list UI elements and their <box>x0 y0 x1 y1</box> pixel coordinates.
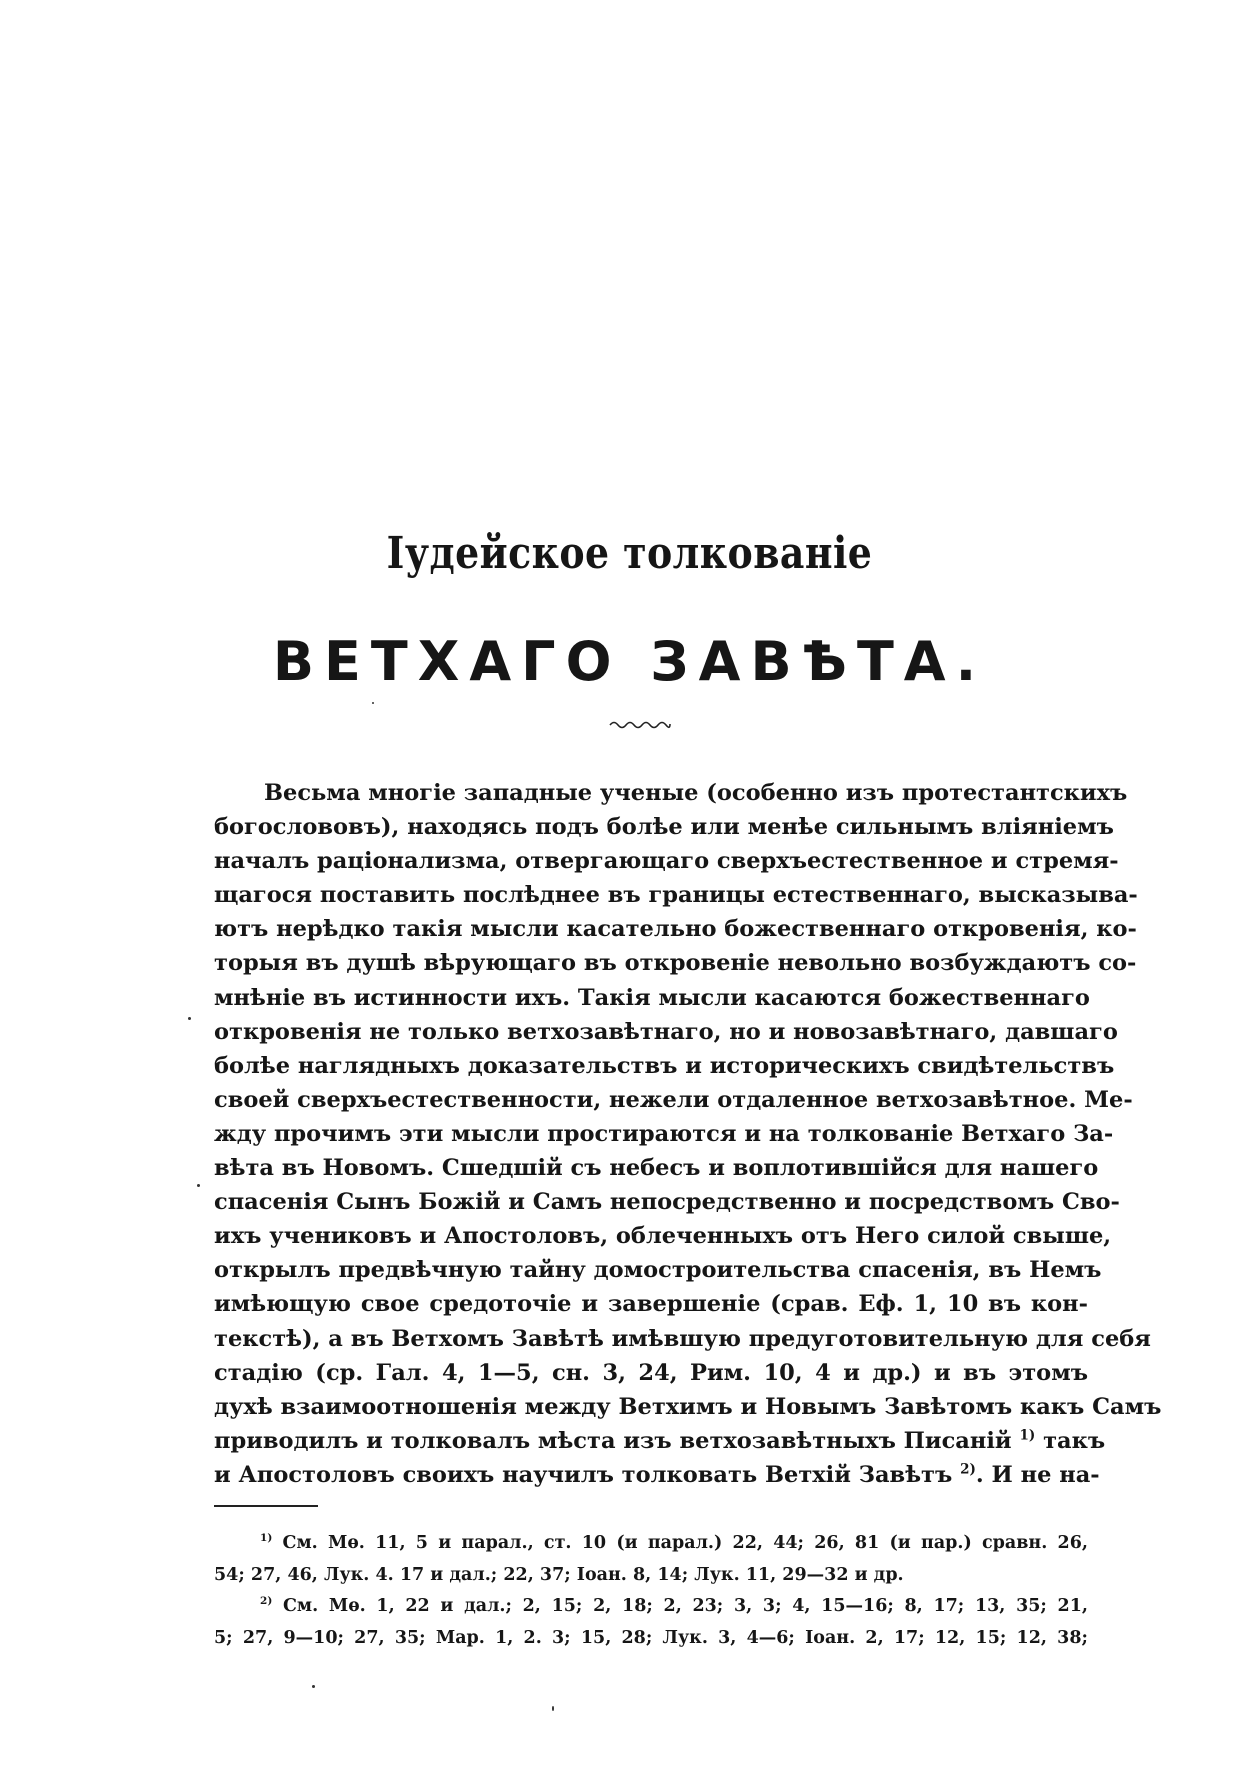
title-line-2: ВЕТХАГО ЗАВѢТА. <box>272 630 987 693</box>
body-line: щагося поставить послѣднее въ границы естественнаго, высказыва- <box>214 882 1138 909</box>
footnote-1-line-1 <box>214 1528 1088 1560</box>
body-line: богослововъ), находясь подъ болѣе или менѣе сильнымъ вліяніемъ <box>214 814 1114 841</box>
footnote-text: См. Мѳ. 1, 22 и дал.; 2, 15; 2, 18; 2, 23; 3, 3; 4, 15—16; 8, 17; 13, 35; 21, <box>282 1596 1089 1616</box>
footnote-text: См. Мѳ. 11, 5 и парал., ст. 10 (и парал.) 22, 44; 26, 81 (и пар.) сравн. 26, <box>282 1533 1088 1553</box>
body-line: мнѣніе въ истинности ихъ. Такія мысли касаются божественнаго <box>214 984 1090 1011</box>
main-paragraph <box>214 776 1162 1492</box>
body-line: своей сверхъестественности, нежели отдаленное ветхозавѣтное. Ме- <box>214 1086 1133 1113</box>
body-line: духѣ взаимоотношенія между Ветхимъ и Новымъ Завѣтомъ какъ Самъ <box>214 1393 1162 1420</box>
body-line: открылъ предвѣчную тайну домостроительства спасенія, въ Немъ <box>214 1257 1102 1284</box>
wavy-ornament-divider <box>608 718 672 730</box>
body-line: началъ раціонализма, отвергающаго сверхъестественное и стремя- <box>214 848 1119 875</box>
footnote-ref-1-paren: ) <box>1028 1427 1036 1444</box>
footnote-mark-1: 1 <box>260 1532 268 1545</box>
body-line-text: приводилъ и толковалъ мѣста изъ ветхозавѣтныхъ Писаній <box>214 1427 1012 1454</box>
body-line: Весьма многіе западные ученые (особенно изъ протестантскихъ <box>264 780 1128 806</box>
footnote-rule <box>214 1505 318 1507</box>
body-line: ихъ учениковъ и Апостоловъ, облеченныхъ отъ Него силой свыше, <box>214 1223 1112 1250</box>
print-speck <box>188 1017 191 1020</box>
footnotes <box>214 1528 1088 1654</box>
print-speck <box>312 1685 315 1688</box>
body-line-with-footnote-1 <box>214 1424 1106 1458</box>
footnote-mark-2-paren: ) <box>267 1595 273 1608</box>
body-line: текстѣ), а въ Ветхомъ Завѣтѣ имѣвшую предуготовительную для себя <box>214 1325 1151 1352</box>
body-line: торыя въ душѣ вѣрующаго въ откровеніе невольно возбуждаютъ со- <box>214 950 1137 977</box>
body-line-tail: такъ <box>1043 1427 1106 1454</box>
body-line-text: и Апостоловъ своихъ научилъ толковать Ветхій Завѣтъ <box>214 1461 953 1488</box>
footnote-1-line-2: 54; 27, 46, Лук. 4. 17 и дал.; 22, 37; Іоан. 8, 14; Лук. 11, 29—32 и др. <box>214 1564 904 1585</box>
title-line-1: Іудейское толкованіе <box>386 528 873 579</box>
footnote-mark-1-paren: ) <box>267 1532 273 1545</box>
print-speck <box>372 702 374 704</box>
body-line: имѣющую свое средоточіе и завершеніе (срав. Еф. 1, 10 въ кон- <box>214 1291 1088 1318</box>
footnote-2-line-2: 5; 27, 9—10; 27, 35; Мар. 1, 2. 3; 15, 28; Лук. 3, 4—6; Іоан. 2, 17; 12, 15; 12, 38; <box>214 1627 1088 1648</box>
footnote-ref-1: 1 <box>1019 1427 1029 1444</box>
body-line-tail: . И не на- <box>975 1461 1100 1488</box>
print-speck <box>197 1184 200 1187</box>
footnote-mark-2: 2 <box>260 1595 268 1608</box>
body-line: ютъ нерѣдко такія мысли касательно божественнаго откровенія, ко- <box>214 916 1137 943</box>
print-speck <box>552 1706 554 1711</box>
footnote-2-line-1 <box>214 1591 1088 1623</box>
body-line-with-footnote-2 <box>214 1458 1100 1492</box>
footnote-ref-2: 2 <box>960 1461 970 1478</box>
body-line: жду прочимъ эти мысли простираются и на толкованіе Ветхаго За- <box>214 1120 1114 1147</box>
body-line: болѣе наглядныхъ доказательствъ и историческихъ свидѣтельствъ <box>214 1052 1115 1079</box>
body-line: вѣта въ Новомъ. Сшедшій съ небесъ и воплотившійся для нашего <box>214 1155 1099 1182</box>
body-line: откровенія не только ветхозавѣтнаго, но и новозавѣтнаго, давшаго <box>214 1018 1118 1045</box>
footnote-ref-2-paren: ) <box>969 1461 976 1478</box>
body-line: стадію (ср. Гал. 4, 1—5, сн. 3, 24, Рим. 10, 4 и др.) и въ этомъ <box>214 1359 1088 1386</box>
body-line: спасенія Сынъ Божій и Самъ непосредственно и посредствомъ Сво- <box>214 1189 1120 1216</box>
